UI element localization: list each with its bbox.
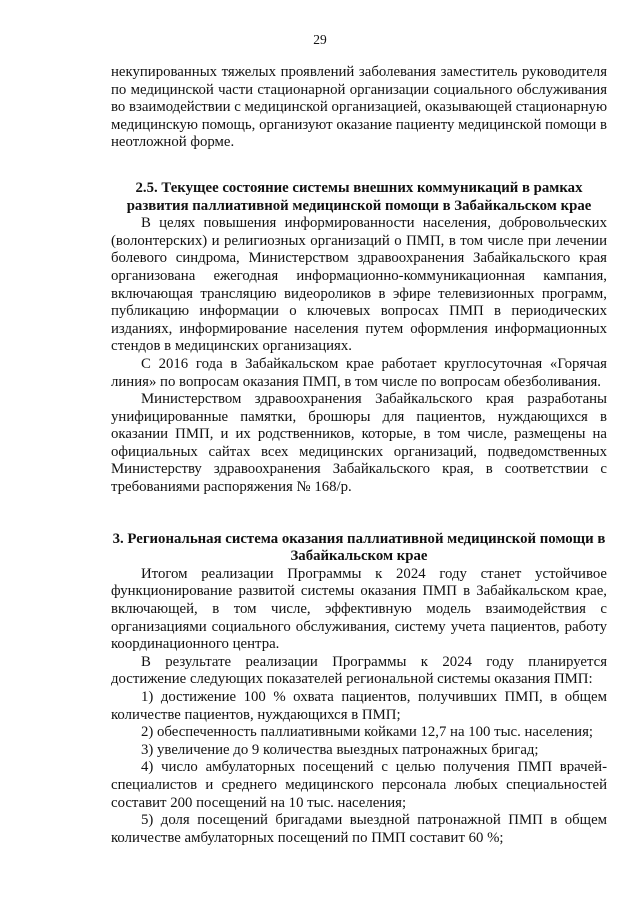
indicator-item-1: 1) достижение 100 % охвата пациентов, получивших ПМП, в общем количестве пациентов, нуждающихся в ПМП; (111, 689, 607, 723)
indicator-item-2: 2) обеспеченность паллиативными койками 12,7 на 100 тыс. населения; (141, 724, 593, 741)
indicator-item-3: 3) увеличение до 9 количества выездных патронажных бригад; (141, 741, 539, 758)
section-3-paragraph-2: В результате реализации Программы к 2024 году планируется достижение следующих показателей региональной системы оказания ПМП: (111, 653, 607, 688)
section-2-5-paragraph-1: В целях повышения информированности населения, добровольческих (волонтерских) и религиозных организаций о ПМП, в том числе при лечении болевого синдрома, Министерством здравоохранения Забайкальского края организована ежегодная информационно-коммуникационная кампания, включающая трансляцию видеороликов в эфире телевизионных программ, публикацию информации о ключевых вопросах ПМП в периодических изданиях, информирование населения путем оформления информационных стендов в медицинских организациях. (111, 215, 607, 355)
section-3-heading: 3. Региональная система оказания паллиативной медицинской помощи в Забайкальском крае (112, 530, 606, 565)
section-2-5-paragraph-2: С 2016 года в Забайкальском крае работает круглосуточная «Горячая линия» по вопросам оказания ПМП, в том числе по вопросам обезболивания. (111, 355, 607, 390)
page-number: 29 (313, 32, 327, 47)
intro-paragraph: некупированных тяжелых проявлений заболевания заместитель руководителя по медицинской части стационарной организации социального обслуживания во взаимодействии с медицинской организацией, оказывающей стационарную медицинскую помощь, организуют оказание пациенту медицинской помощи в неотложной форме. (111, 64, 607, 151)
section-3-paragraph-1: Итогом реализации Программы к 2024 году станет устойчивое функционирование развитой системы оказания ПМП в Забайкальском крае, включающей, в том числе, эффективную модель взаимодействия с организациями социального обслуживания, систему учета пациентов, работу координационного центра. (111, 565, 607, 653)
section-2-5-paragraph-3: Министерством здравоохранения Забайкальского края разработаны унифицированные памятки, брошюры для пациентов, нуждающихся в оказании ПМП, и их родственников, которые, в том числе, размещены на официальных сайтах всех медицинских организаций, подведомственных Министерству здравоохранения Забайкальского края, в соответствии с требованиями распоряжения № 168/р. (111, 391, 607, 496)
indicator-item-5: 5) доля посещений бригадами выездной патронажной ПМП в общем количестве амбулаторных посещений по ПМП составит 60 %; (111, 812, 607, 846)
page-content (111, 64, 607, 847)
section-2-5-heading: 2.5. Текущее состояние системы внешних коммуникаций в рамках развития паллиативной медицинской помощи в Забайкальском крае (126, 179, 592, 214)
indicator-item-4: 4) число амбулаторных посещений с целью получения ПМП врачей-специалистов и среднего медицинского персонала любых специальностей составит 200 посещений на 10 тыс. населения; (111, 759, 607, 811)
